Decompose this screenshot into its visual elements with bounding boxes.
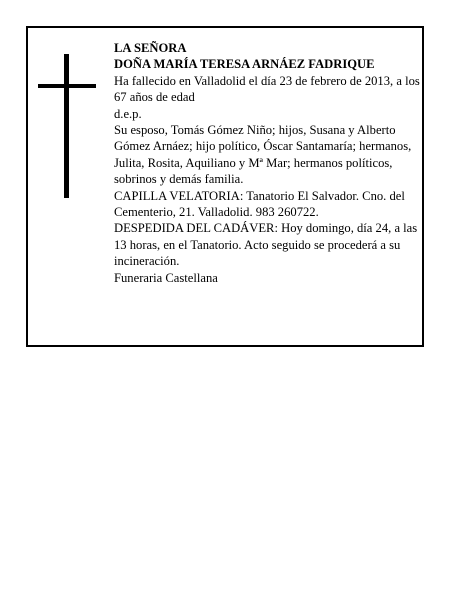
title-line: LA SEÑORA <box>114 41 187 55</box>
funeral-home: Funeraria Castellana <box>114 270 218 285</box>
obituary-notice <box>26 26 424 347</box>
cross-horizontal-bar <box>38 84 96 88</box>
chapel-info: CAPILLA VELATORIA: Tanatorio El Salvador. Cno. del Cementerio, 21. Valladolid. 983 260722. <box>114 188 405 220</box>
cross-vertical-bar <box>64 54 69 198</box>
family-list: Su esposo, Tomás Gómez Niño; hijos, Susana y Alberto Gómez Arnáez; hijo político, Óscar Santamaría; hermanos, Julita, Rosita, Aquiliano y Mª Mar; hermanos políticos, sobrinos y demás familia. <box>114 123 412 187</box>
obituary-text <box>114 40 424 286</box>
deceased-name: DOÑA MARÍA TERESA ARNÁEZ FADRIQUE <box>114 57 375 72</box>
cross-icon <box>38 54 96 198</box>
death-announcement: Ha fallecido en Valladolid el día 23 de febrero de 2013, a los 67 años de edad <box>114 73 420 105</box>
farewell-info: DESPEDIDA DEL CADÁVER: Hoy domingo, día 24, a las 13 horas, en el Tanatorio. Acto seguido se procederá a su incineración. <box>114 221 418 269</box>
dep-line: d.e.p. <box>114 106 142 121</box>
